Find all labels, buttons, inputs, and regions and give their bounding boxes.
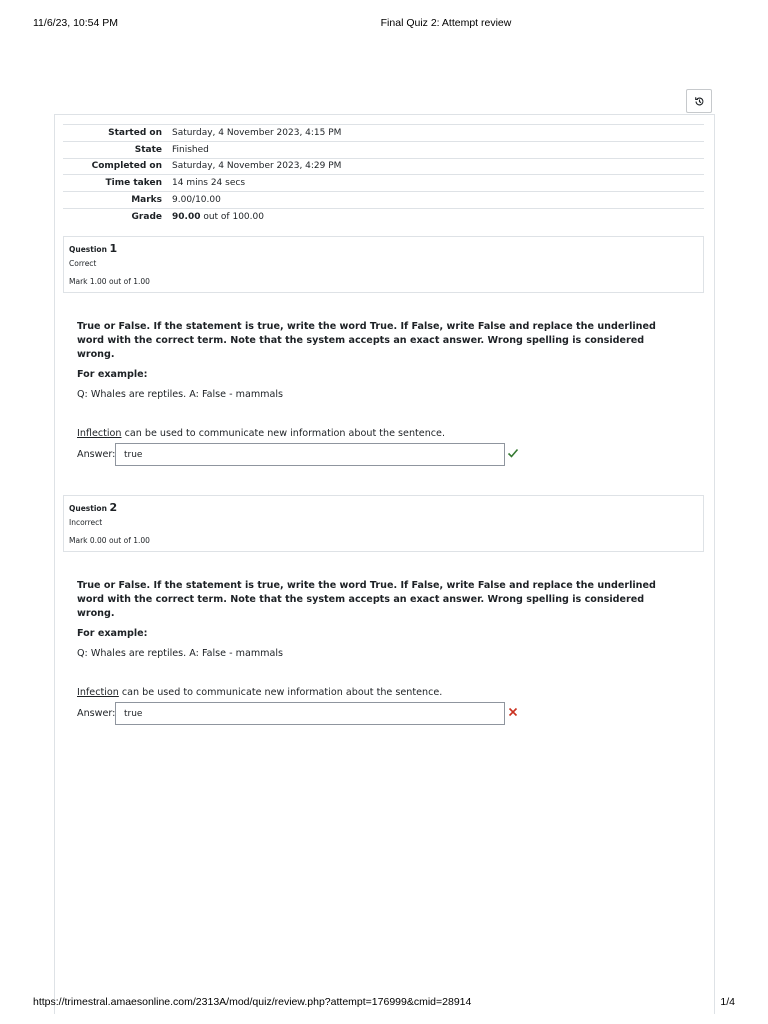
question-number xyxy=(69,242,703,255)
summary-value: Saturday, 4 November 2023, 4:29 PM xyxy=(172,161,342,172)
page-number: 1/4 xyxy=(720,996,735,1008)
example-label: For example: xyxy=(77,628,148,639)
question-number-value: 2 xyxy=(109,501,118,514)
answer-row-1 xyxy=(77,443,537,467)
statement-rest: can be used to communicate new information about the sentence. xyxy=(121,428,445,439)
question-state: Incorrect xyxy=(69,518,103,527)
summary-value xyxy=(172,208,704,225)
question-instructions: True or False. If the statement is true, write the word True. If False, write False and replace the underlined word with the correct term. Note that the system accepts an exact answer. Wrong spelling is considered wrong. xyxy=(77,580,656,619)
question-prefix: Question xyxy=(69,245,110,254)
print-header xyxy=(0,17,768,31)
attempt-summary-table xyxy=(63,124,704,225)
question-grade: Mark 1.00 out of 1.00 xyxy=(69,277,150,286)
question-info-1 xyxy=(63,236,704,293)
summary-label: Completed on xyxy=(91,161,162,172)
underlined-term: Inflection xyxy=(77,428,122,439)
print-footer xyxy=(0,996,768,1010)
answer-row-2 xyxy=(77,702,537,726)
print-url: https://trimestral.amaesonline.com/2313A/mod/quiz/review.php?attempt=176999&cmid=28914 xyxy=(33,996,472,1008)
history-icon xyxy=(694,92,705,111)
underlined-term: Infection xyxy=(77,687,119,698)
answer-input[interactable]: true xyxy=(115,702,505,725)
question-text-1 xyxy=(77,320,677,441)
example-text: Q: Whales are reptiles. A: False - mammals xyxy=(77,389,284,400)
question-statement xyxy=(77,686,677,700)
summary-row-state xyxy=(63,141,704,158)
example-text: Q: Whales are reptiles. A: False - mammals xyxy=(77,648,284,659)
example-label: For example: xyxy=(77,369,148,380)
summary-value: 9.00/10.00 xyxy=(172,195,221,206)
print-date: 11/6/23, 10:54 PM xyxy=(33,17,119,29)
question-text-2 xyxy=(77,579,677,700)
check-icon xyxy=(507,447,519,462)
summary-row-time xyxy=(63,175,704,192)
summary-label: State xyxy=(134,144,162,155)
question-number xyxy=(69,501,703,514)
summary-value: 14 mins 24 secs xyxy=(172,178,246,189)
question-statement xyxy=(77,427,677,441)
question-number-value: 1 xyxy=(109,242,118,255)
answer-label: Answer: xyxy=(77,449,116,460)
question-prefix: Question xyxy=(69,504,110,513)
summary-label: Grade xyxy=(131,212,162,223)
summary-row-grade xyxy=(63,208,704,225)
summary-label: Marks xyxy=(131,195,162,206)
question-info-2 xyxy=(63,495,704,552)
summary-value: Saturday, 4 November 2023, 4:15 PM xyxy=(172,127,342,138)
question-instructions: True or False. If the statement is true, write the word True. If False, write False and replace the underlined word with the correct term. Note that the system accepts an exact answer. Wrong spelling is considered wrong. xyxy=(77,321,656,360)
question-grade: Mark 0.00 out of 1.00 xyxy=(69,536,150,545)
summary-value: Finished xyxy=(172,144,209,155)
statement-rest: can be used to communicate new information about the sentence. xyxy=(118,687,443,698)
answer-label: Answer: xyxy=(77,708,116,719)
summary-row-completed xyxy=(63,158,704,175)
summary-label: Time taken xyxy=(105,178,162,189)
summary-row-started xyxy=(63,125,704,142)
summary-label: Started on xyxy=(108,127,162,138)
print-page-title: Final Quiz 2: Attempt review xyxy=(380,17,512,29)
history-button[interactable] xyxy=(686,89,712,113)
question-state: Correct xyxy=(69,259,97,268)
grade-out-of: out of 100.00 xyxy=(200,212,264,223)
summary-row-marks xyxy=(63,192,704,209)
grade-score: 90.00 xyxy=(172,212,201,223)
answer-input[interactable]: true xyxy=(115,443,505,466)
cross-icon xyxy=(507,706,519,721)
